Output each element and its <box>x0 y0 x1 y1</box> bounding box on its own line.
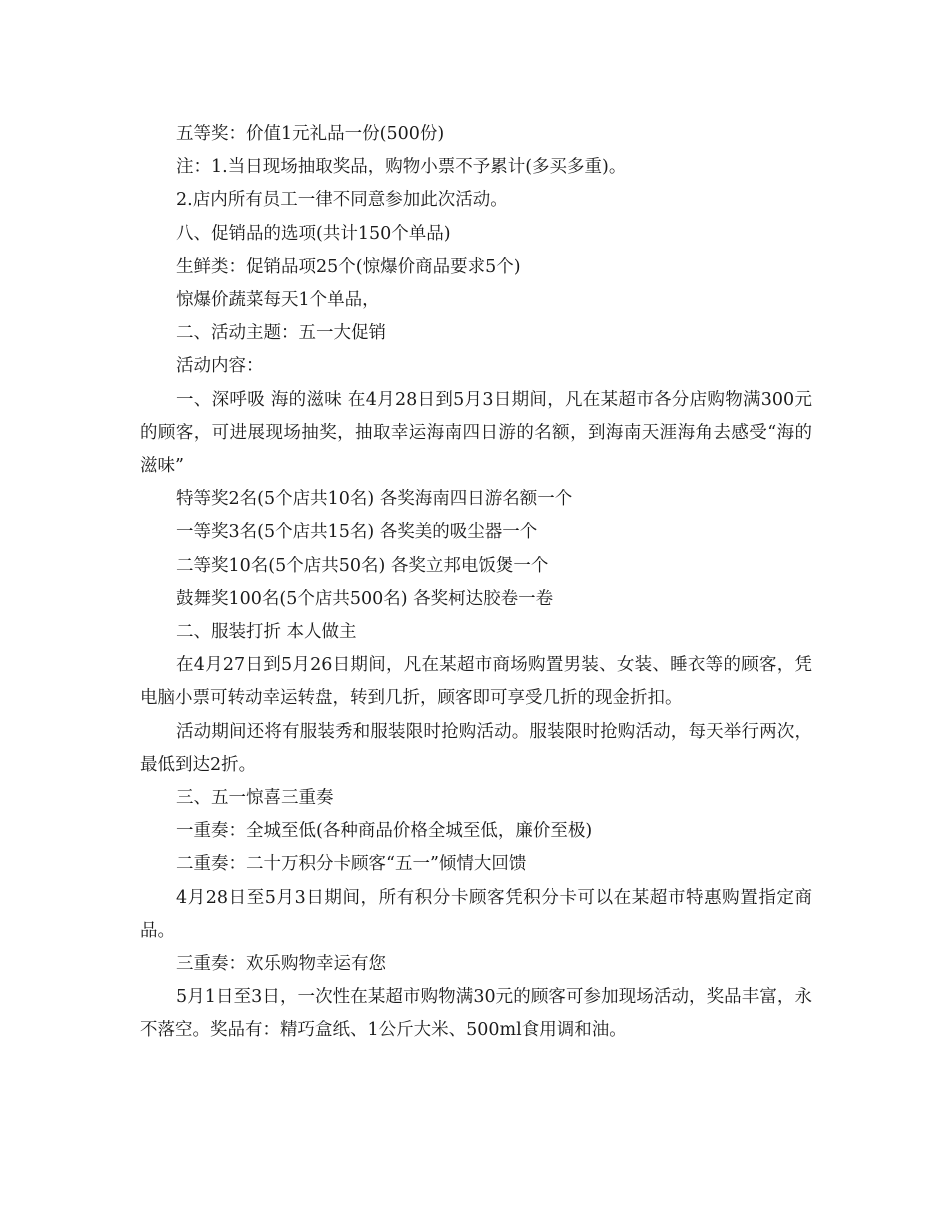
surprise-three: 三重奏：欢乐购物幸运有您 <box>176 954 386 975</box>
surprise-one: 一重奏：全城至低(各种商品价格全城至低，廉价至极) <box>176 821 593 842</box>
prize-second: 二等奖10名(5个店共50名) 各奖立邦电饭煲一个 <box>176 555 549 576</box>
note-2: 2.店内所有员工一律不同意参加此次活动。 <box>176 190 508 211</box>
surprise-two-detail: 4月28日至5月3日期间，所有积分卡顾客凭积分卡可以在某超市特惠购置指定商品。 <box>140 887 812 941</box>
surprise-two: 二重奏：二十万积分卡顾客“五一”倾情大回馈 <box>176 854 527 875</box>
prize-encouragement: 鼓舞奖100名(5个店共500名) 各奖柯达胶卷一卷 <box>176 588 554 609</box>
clothing-discount-detail: 在4月27日到5月26日期间，凡在某超市商场购置男装、女装、睡衣等的顾客，凭电脑小票可转动幸运转盘，转到几折，顾客即可享受几折的现金折扣。 <box>140 655 812 709</box>
surprise-three-detail: 5月1日至3日，一次性在某超市购物满30元的顾客可参加现场活动，奖品丰富，永不落空。奖品有：精巧盒纸、1公斤大米、500ml食用调和油。 <box>140 987 812 1041</box>
vegetable-daily: 惊爆价蔬菜每天1个单品， <box>176 290 380 311</box>
document-body <box>140 118 812 1048</box>
activity-content-heading: 活动内容： <box>176 356 264 377</box>
section-clothing-discount: 二、服装打折 本人做主 <box>176 622 357 643</box>
note-1: 注：1.当日现场抽取奖品，购物小票不予累计(多买多重)。 <box>176 157 627 178</box>
section-triple-surprise: 三、五一惊喜三重奏 <box>176 788 334 809</box>
activity-one: 一、深呼吸 海的滋味 在4月28日到5月3日期间，凡在某超市各分店购物满300元的顾客，可进展现场抽奖，抽取幸运海南四日游的名额，到海南天涯海角去感受“海的滋味” <box>140 389 812 477</box>
prize-special: 特等奖2名(5个店共10名) 各奖海南四日游名额一个 <box>176 489 573 510</box>
clothing-show-detail: 活动期间还将有服装秀和服装限时抢购活动。服装限时抢购活动，每天举行两次，最低到达2折。 <box>140 721 812 775</box>
prize-first: 一等奖3名(5个店共15名) 各奖美的吸尘器一个 <box>176 522 538 543</box>
fresh-category: 生鲜类：促销品项25个(惊爆价商品要求5个) <box>176 256 521 277</box>
section-promo-items: 八、促销品的选项(共计150个单品) <box>176 223 451 244</box>
prize-fifth: 五等奖：价值1元礼品一份(500份) <box>176 124 445 144</box>
section-theme: 二、活动主题：五一大促销 <box>176 323 386 344</box>
